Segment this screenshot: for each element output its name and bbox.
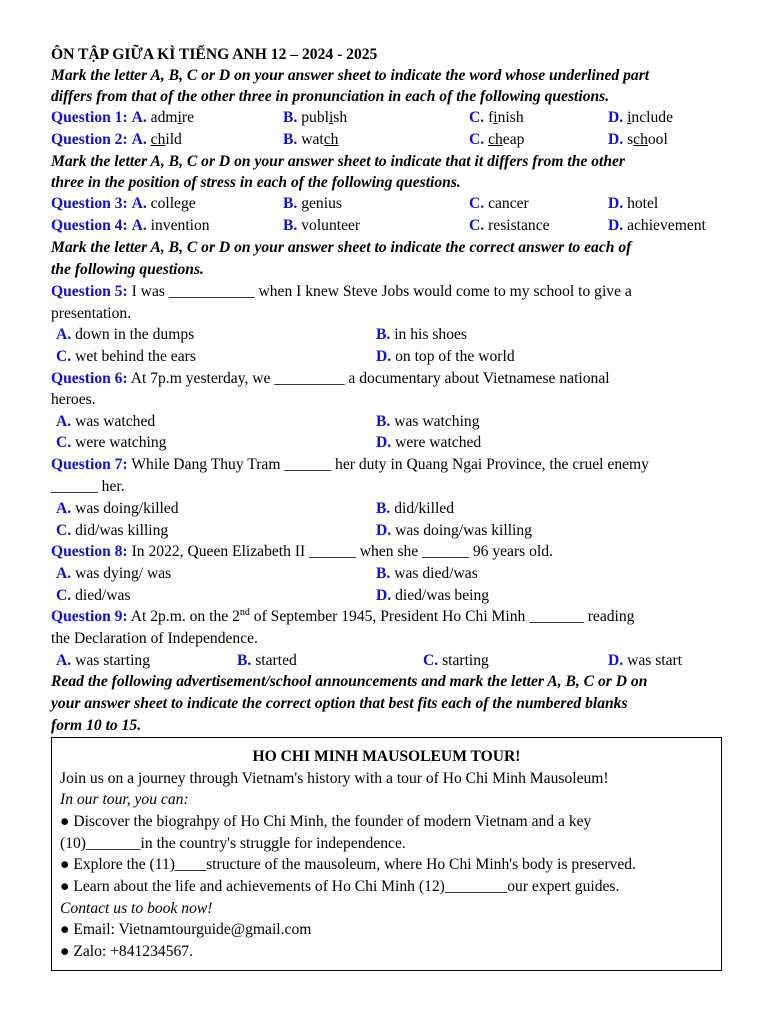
instruction-correct-2: the following questions.: [51, 261, 204, 278]
ad-email: ● Email: Vietnamtourguide@gmail.com: [60, 921, 312, 938]
question-9-stem-cont: the Declaration of Independence.: [51, 630, 258, 647]
advertisement-box: [51, 737, 722, 971]
option-d: D. on top of the world: [376, 348, 515, 365]
option-d: D. include: [608, 109, 673, 126]
option-a: A. was dying/ was: [56, 565, 172, 582]
instruction-stress-1: Mark the letter A, B, C or D on your answer sheet to indicate that it differs from the other: [51, 153, 625, 170]
ad-intro: Join us on a journey through Vietnam's history with a tour of Ho Chi Minh Mausoleum!: [60, 770, 609, 787]
instruction-reading-3: form 10 to 15.: [51, 717, 142, 734]
instruction-reading-1: Read the following advertisement/school announcements and mark the letter A, B, C or D on: [51, 673, 648, 690]
option-c: C. cheap: [469, 131, 525, 148]
instruction-stress-2: three in the position of stress in each of the following questions.: [51, 174, 461, 191]
question-2: [51, 129, 731, 151]
option-c: C. finish: [469, 109, 524, 126]
option-a: A. was doing/killed: [56, 500, 179, 517]
option-c: C. resistance: [469, 217, 550, 234]
option-letter: A.: [131, 217, 147, 234]
option-b: B. watch: [283, 131, 339, 148]
option-c: C. were watching: [56, 434, 167, 451]
option-b: B. volunteer: [283, 217, 361, 234]
instruction-pronunciation-1: Mark the letter A, B, C or D on your answer sheet to indicate the word whose underlined part: [51, 67, 650, 84]
option-c: C. cancer: [469, 195, 529, 212]
ad-bullet-3: ● Learn about the life and achievements of Ho Chi Minh (12)________our expert guides.: [60, 878, 620, 895]
option-d: D. was doing/was killing: [376, 522, 532, 539]
question-5-stem-cont: presentation.: [51, 305, 132, 322]
option-b: B. was watching: [376, 413, 480, 430]
option-a: child: [150, 131, 182, 148]
option-a: A. down in the dumps: [56, 326, 195, 343]
ad-zalo: ● Zalo: +841234567.: [60, 943, 193, 960]
instruction-correct-1: Mark the letter A, B, C or D on your answer sheet to indicate the correct answer to each of: [51, 239, 632, 256]
option-a: college: [150, 195, 196, 212]
option-d: D. school: [608, 131, 668, 148]
option-d: D. achievement: [608, 217, 706, 234]
option-c: C. starting: [423, 652, 489, 669]
instruction-reading-2: your answer sheet to indicate the correct option that best fits each of the numbered blanks: [51, 695, 628, 712]
ad-bullet-2: ● Explore the (11)____structure of the mausoleum, where Ho Chi Minh's body is preserved.: [60, 856, 636, 873]
option-d: D. were watched: [376, 434, 482, 451]
question-8-stem: Question 8: In 2022, Queen Elizabeth II ______ when she ______ 96 years old.: [51, 543, 553, 560]
question-5-stem: Question 5: I was ___________ when I knew Steve Jobs would come to my school to give a: [51, 283, 632, 300]
question-7-stem-cont: ______ her.: [51, 478, 125, 495]
question-4: [51, 215, 731, 237]
question-label: Question 2:: [51, 131, 128, 148]
question-label: Question 4:: [51, 217, 128, 234]
ad-can: In our tour, you can:: [60, 791, 189, 808]
option-b: B. publish: [283, 109, 348, 126]
option-d: D. was start: [608, 652, 683, 669]
question-9-stem: Question 9: At 2p.m. on the 2nd of September 1945, President Ho Chi Minh _______ reading: [51, 606, 635, 625]
option-c: C. did/was killing: [56, 522, 169, 539]
option-b: B. started: [237, 652, 297, 669]
question-label: Question 1:: [51, 109, 128, 126]
option-letter: A.: [131, 195, 147, 212]
option-a: admire: [150, 109, 194, 126]
option-a: A. was watched: [56, 413, 156, 430]
question-1: [51, 107, 731, 129]
option-a: A. was starting: [56, 652, 151, 669]
ad-bullet-1b: (10)_______in the country's struggle for independence.: [60, 835, 406, 852]
question-7-stem: Question 7: While Dang Thuy Tram ______ her duty in Quang Ngai Province, the cruel enemy: [51, 456, 649, 473]
option-a: invention: [150, 217, 210, 234]
option-c: C. died/was: [56, 587, 131, 604]
ad-bullet-1a: ● Discover the biograhpy of Ho Chi Minh, the founder of modern Vietnam and a key: [60, 813, 592, 830]
question-6-stem: Question 6: At 7p.m yesterday, we _________ a documentary about Vietnamese national: [51, 370, 610, 387]
question-3: [51, 193, 731, 215]
option-d: D. hotel: [608, 195, 659, 212]
ad-title: HO CHI MINH MAUSOLEUM TOUR!: [252, 748, 521, 765]
option-b: B. genius: [283, 195, 342, 212]
option-b: B. was died/was: [376, 565, 478, 582]
option-letter: A.: [131, 109, 147, 126]
instruction-pronunciation-2: differs from that of the other three in pronunciation in each of the following questions.: [51, 88, 610, 105]
ad-contact: Contact us to book now!: [60, 900, 213, 917]
option-c: C. wet behind the ears: [56, 348, 196, 365]
question-label: Question 3:: [51, 195, 128, 212]
option-b: B. in his shoes: [376, 326, 467, 343]
question-6-stem-cont: heroes.: [51, 391, 96, 408]
option-d: D. died/was being: [376, 587, 490, 604]
option-b: B. did/killed: [376, 500, 454, 517]
page-title: ÔN TẬP GIỮA KÌ TIẾNG ANH 12 – 2024 - 2025: [51, 46, 378, 63]
option-letter: A.: [131, 131, 147, 148]
